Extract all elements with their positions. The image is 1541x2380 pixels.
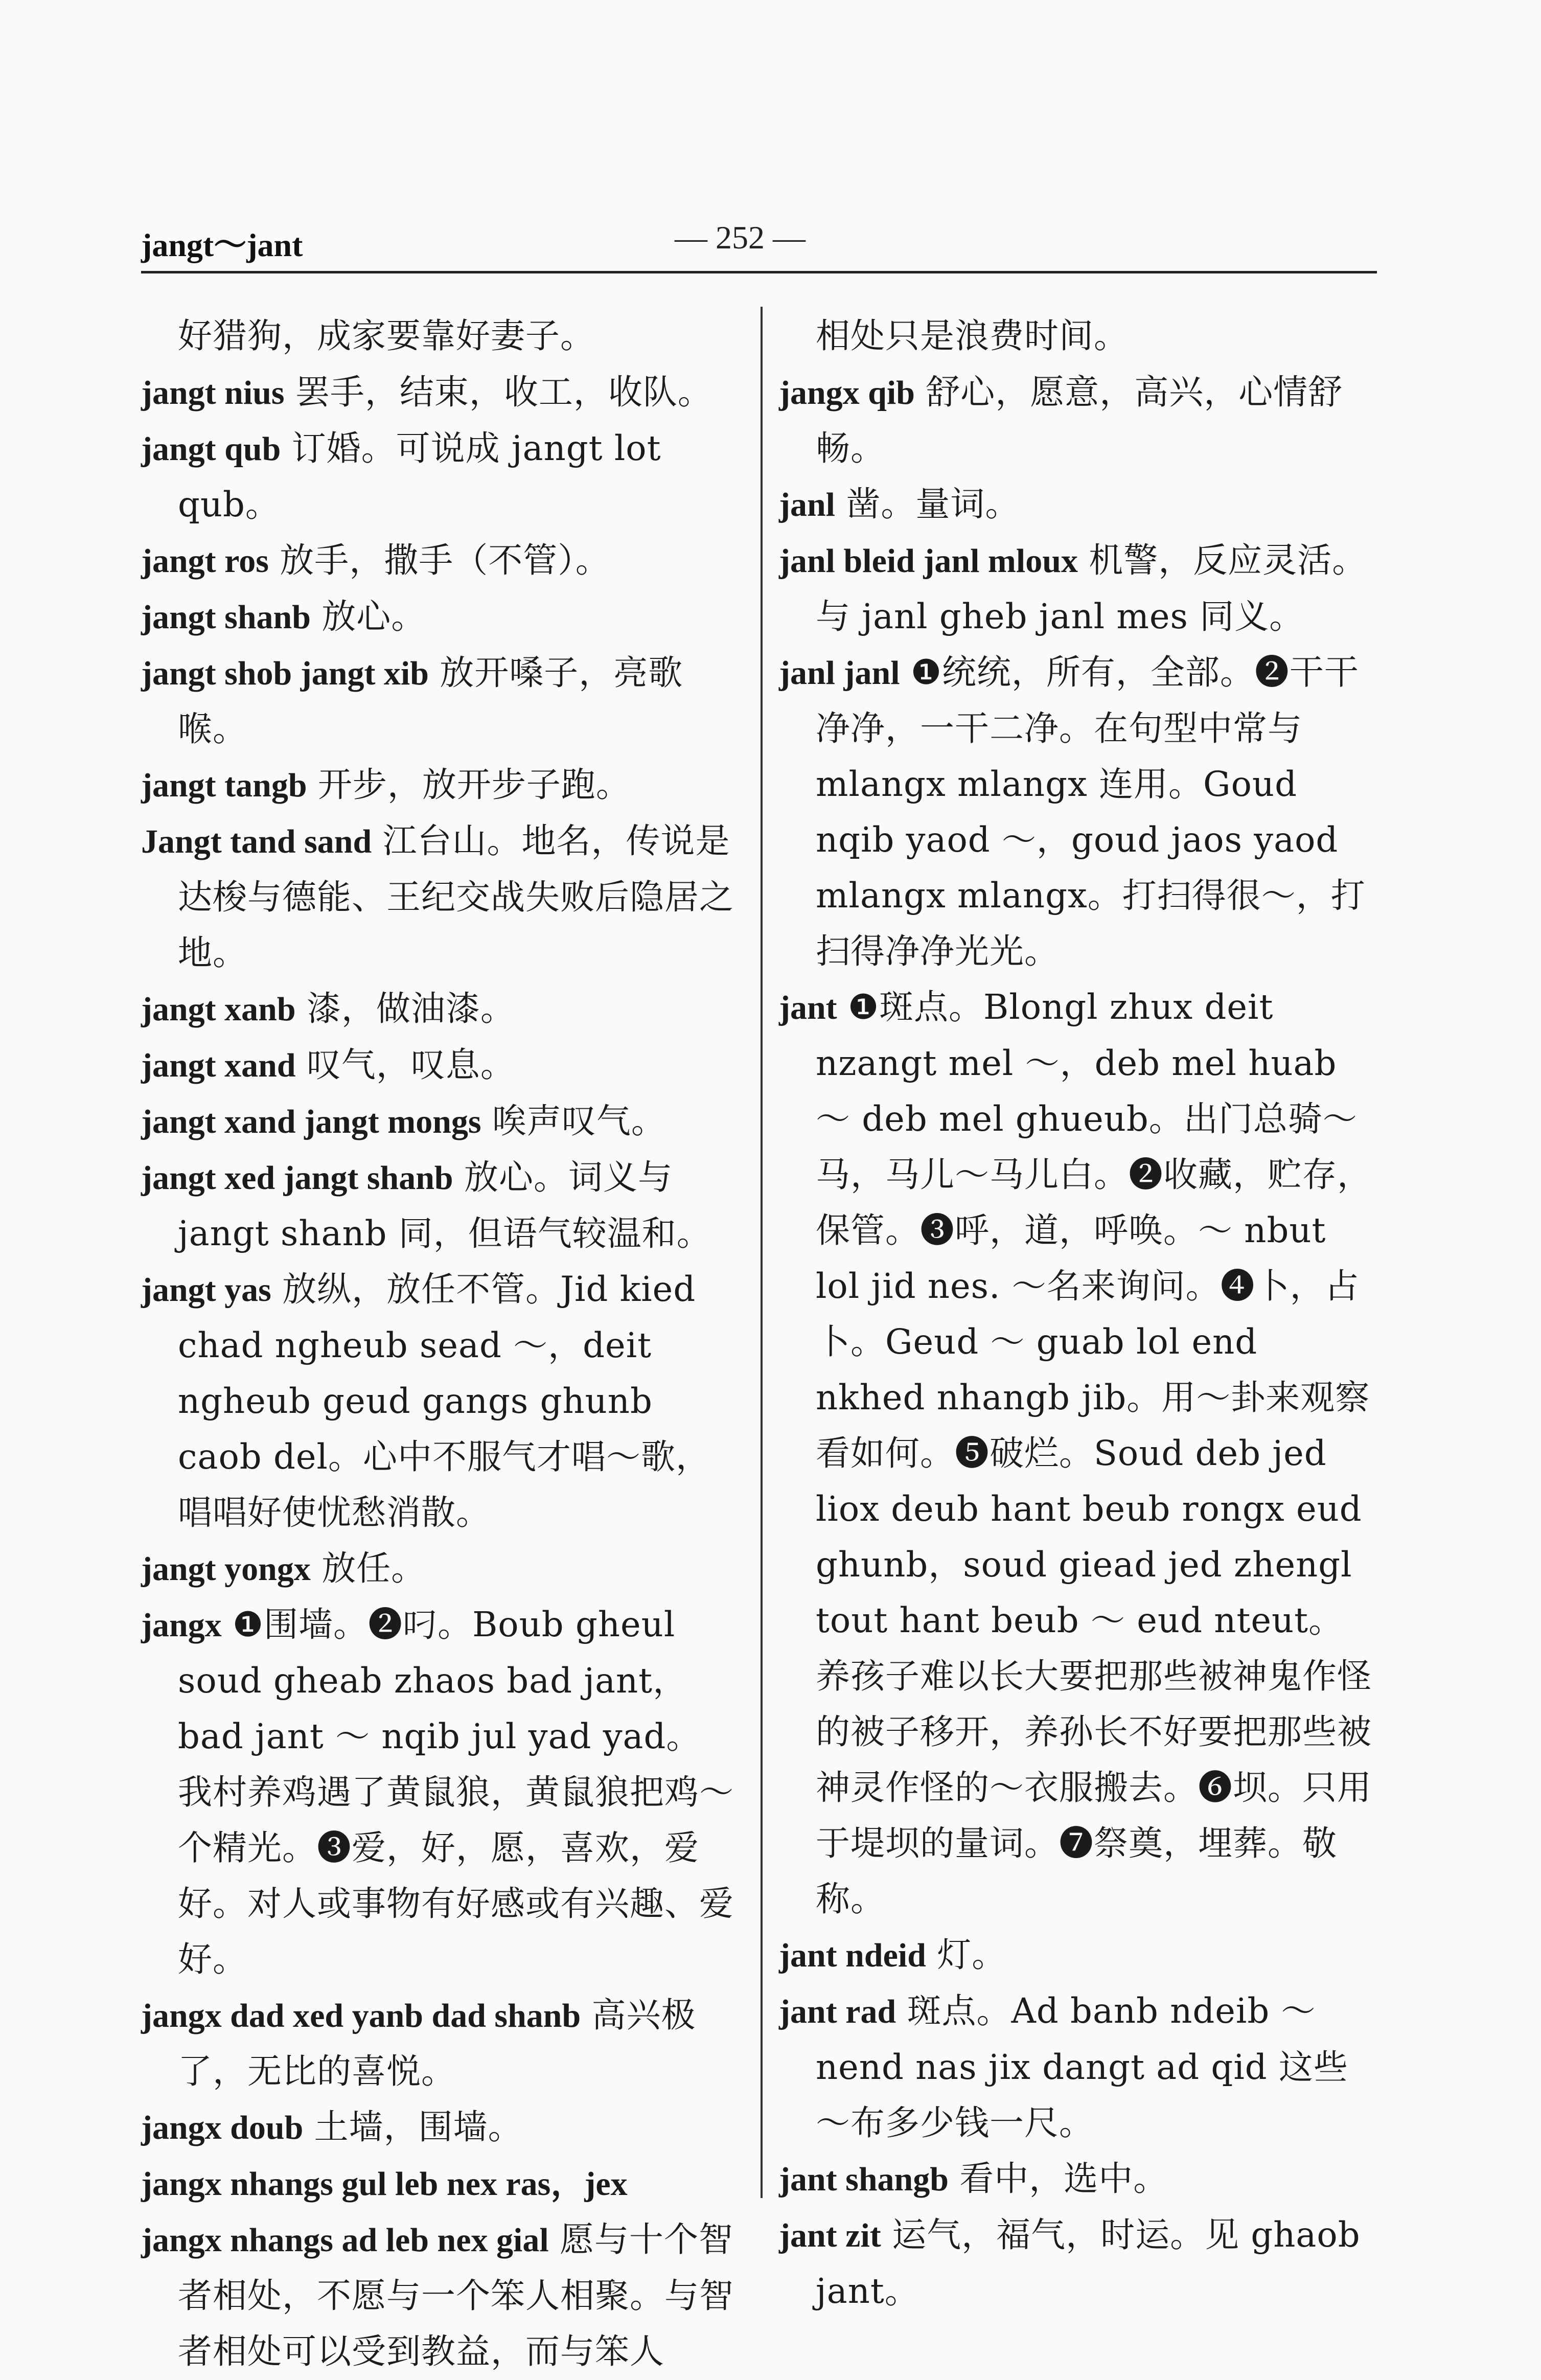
- entry-definition: 凿。量词。: [846, 484, 1020, 524]
- entry-headword: jangx nhangs gul leb nex ras，jex: [141, 2165, 628, 2203]
- entry-definition: 唉声叹气。: [492, 1101, 666, 1141]
- entry-headword: janl bleid janl mloux: [779, 542, 1078, 580]
- entry-definition: 漆，做油漆。: [306, 989, 515, 1028]
- dictionary-entry: [779, 2207, 1377, 2319]
- dictionary-entry: [779, 308, 1377, 364]
- dictionary-entry: [779, 979, 1377, 1927]
- entry-headword: jangt shanb: [141, 599, 311, 636]
- column-divider: [761, 307, 763, 2198]
- dictionary-entry: [141, 645, 734, 757]
- entry-headword: janl janl: [779, 654, 900, 692]
- entry-headword: jant: [779, 989, 837, 1026]
- entry-definition: 看中，选中。: [959, 2159, 1168, 2199]
- dictionary-entry: [141, 589, 734, 645]
- dictionary-entry: [141, 1262, 734, 1541]
- entry-definition: 好猎狗，成家要靠好妻子。: [178, 316, 595, 356]
- entry-headword: jant ndeid: [779, 1937, 926, 1974]
- entry-definition: 罢手，结束，收工，收队。: [295, 372, 712, 412]
- entry-definition: 放心。: [321, 597, 426, 636]
- entry-definition: 江台山。地名，传说是达梭与德能、王纪交战失败后隐居之地。: [178, 821, 734, 973]
- dictionary-entry: [779, 364, 1377, 476]
- entry-headword: jangt tangb: [141, 767, 307, 804]
- dictionary-entry: [141, 1541, 734, 1597]
- dictionary-entry: [141, 1597, 734, 1987]
- entry-definition: 愿与十个智者相处，不愿与一个笨人相聚。与智者相处可以受到教益，而与笨人: [178, 2219, 734, 2371]
- dictionary-entry: [141, 757, 734, 813]
- header-rule: [141, 271, 1377, 273]
- left-column: [141, 308, 734, 2379]
- dictionary-entry: [779, 533, 1377, 645]
- entry-headword: jangt ros: [141, 542, 269, 580]
- dictionary-entry: [141, 533, 734, 589]
- entry-headword: janl: [779, 486, 836, 523]
- entry-headword: jangx qib: [779, 374, 915, 411]
- entry-headword: jant shangb: [779, 2161, 949, 2198]
- dictionary-entry: [141, 421, 734, 533]
- dictionary-entry: [141, 981, 734, 1037]
- entry-headword: jant zit: [779, 2217, 881, 2254]
- dictionary-entry: [141, 1037, 734, 1093]
- entry-headword: jangt xed jangt shanb: [141, 1159, 453, 1197]
- entry-headword: jangx doub: [141, 2109, 304, 2146]
- entry-headword: jant rad: [779, 1993, 896, 2030]
- entry-definition: ❶斑点。Blongl zhux deit nzangt mel ～，deb mel huab ～ deb mel ghueub。出门总骑～马，马儿～马儿白。❷收藏，贮存，保管。❸呼，道，呼唤。～ nbut lol jid nes. ～名来询问。❹卜，占卜。Geud ～ guab lol end nkhed nhangb jib。用～卦来观察看如何。❺破烂。Soud deb jed liox deub hant beub rongx eud ghunb，soud giead jed zhengl tout hant beub ～ eud nteut。养孩子难以长大要把那些被神鬼作怪的被子移开，养孙长不好要把那些被神灵作怪的～衣服搬去。❻坝。只用于堤坝的量词。❼祭奠，埋葬。敬称。: [816, 987, 1372, 1919]
- dictionary-entry: [779, 476, 1377, 533]
- entry-definition: 放心。词义与 jangt shanb 同，但语气较温和。: [178, 1157, 711, 1253]
- entry-headword: jangt yongx: [141, 1550, 311, 1588]
- entry-headword: jangx dad xed yanb dad shanb: [141, 1997, 581, 2034]
- entry-headword: jangt xanb: [141, 991, 296, 1028]
- dictionary-entry: [141, 364, 734, 421]
- entry-definition: 相处只是浪费时间。: [816, 316, 1129, 356]
- entry-definition: 土墙，围墙。: [314, 2107, 523, 2147]
- dictionary-entry: [141, 2099, 734, 2156]
- dictionary-entry: [779, 2151, 1377, 2207]
- dictionary-entry: [141, 2212, 734, 2379]
- entry-definition: 开步，放开步子跑。: [317, 765, 631, 805]
- entry-definition: 高兴极了，无比的喜悦。: [178, 1995, 696, 2091]
- entry-definition: 灯。: [937, 1935, 1007, 1975]
- entry-headword: jangt shob jangt xib: [141, 655, 429, 692]
- dictionary-entry: [779, 1927, 1377, 1983]
- entry-headword: jangt xand: [141, 1047, 296, 1084]
- entry-headword: jangt nius: [141, 374, 285, 411]
- dictionary-entry: [141, 1987, 734, 2099]
- entry-definition: 放纵，放任不管。Jid kied chad ngheub sead ～，deit ngheub geud gangs ghunb caob del。心中不服气才唱～歌，唱唱好使忧愁消散。: [178, 1269, 710, 1532]
- entry-definition: 运气，福气，时运。见 ghaob jant。: [816, 2215, 1361, 2311]
- right-column: [779, 308, 1377, 2319]
- entry-definition: 舒心，愿意，高兴，心情舒畅。: [816, 372, 1343, 468]
- dictionary-entry: [141, 1150, 734, 1262]
- entry-headword: jangx: [141, 1607, 222, 1644]
- dictionary-entry: [779, 1983, 1377, 2151]
- entry-definition: 放开嗓子，亮歌喉。: [178, 653, 683, 749]
- dictionary-entry: [779, 645, 1377, 979]
- entry-headword: jangt xand jangt mongs: [141, 1103, 481, 1140]
- dictionary-entry: [141, 813, 734, 981]
- dictionary-entry: [141, 308, 734, 364]
- entry-definition: 斑点。Ad banb ndeib ～ nend nas jix dangt ad qid 这些～布多少钱一尺。: [816, 1991, 1348, 2143]
- entry-definition: ❶围墙。❷叼。Boub gheul soud gheab zhaos bad jant，bad jant ～ nqib jul yad yad。我村养鸡遇了黄鼠狼，黄鼠狼把鸡～个精光。❸爱，好，愿，喜欢，爱好。对人或事物有好感或有兴趣、爱好。: [178, 1605, 734, 1979]
- guide-word: jangt～jant: [141, 227, 303, 263]
- entry-headword: Jangt tand sand: [141, 823, 372, 860]
- entry-headword: jangt yas: [141, 1271, 271, 1309]
- entry-definition: 放手，撒手（不管）。: [280, 540, 610, 580]
- dictionary-entry: [141, 2156, 734, 2212]
- entry-definition: 机警，反应灵活。与 janl gheb janl mes 同义。: [816, 540, 1367, 636]
- entry-definition: 订婚。可说成 jangt lot qub。: [178, 428, 661, 524]
- entry-headword: jangx nhangs ad leb nex gial: [141, 2222, 549, 2259]
- page-number: — 252 —: [675, 219, 806, 256]
- entry-definition: 放任。: [321, 1548, 426, 1588]
- entry-headword: jangt qub: [141, 430, 281, 468]
- dictionary-entry: [141, 1093, 734, 1150]
- page-header: [141, 214, 1377, 270]
- entry-definition: 叹气，叹息。: [306, 1045, 515, 1085]
- entry-definition: ❶统统，所有，全部。❷干干净净，一干二净。在句型中常与 mlangx mlangx 连用。Goud nqib yaod ～，goud jaos yaod mlangx mlangx。打扫得很～，打扫得净净光光。: [816, 652, 1366, 971]
